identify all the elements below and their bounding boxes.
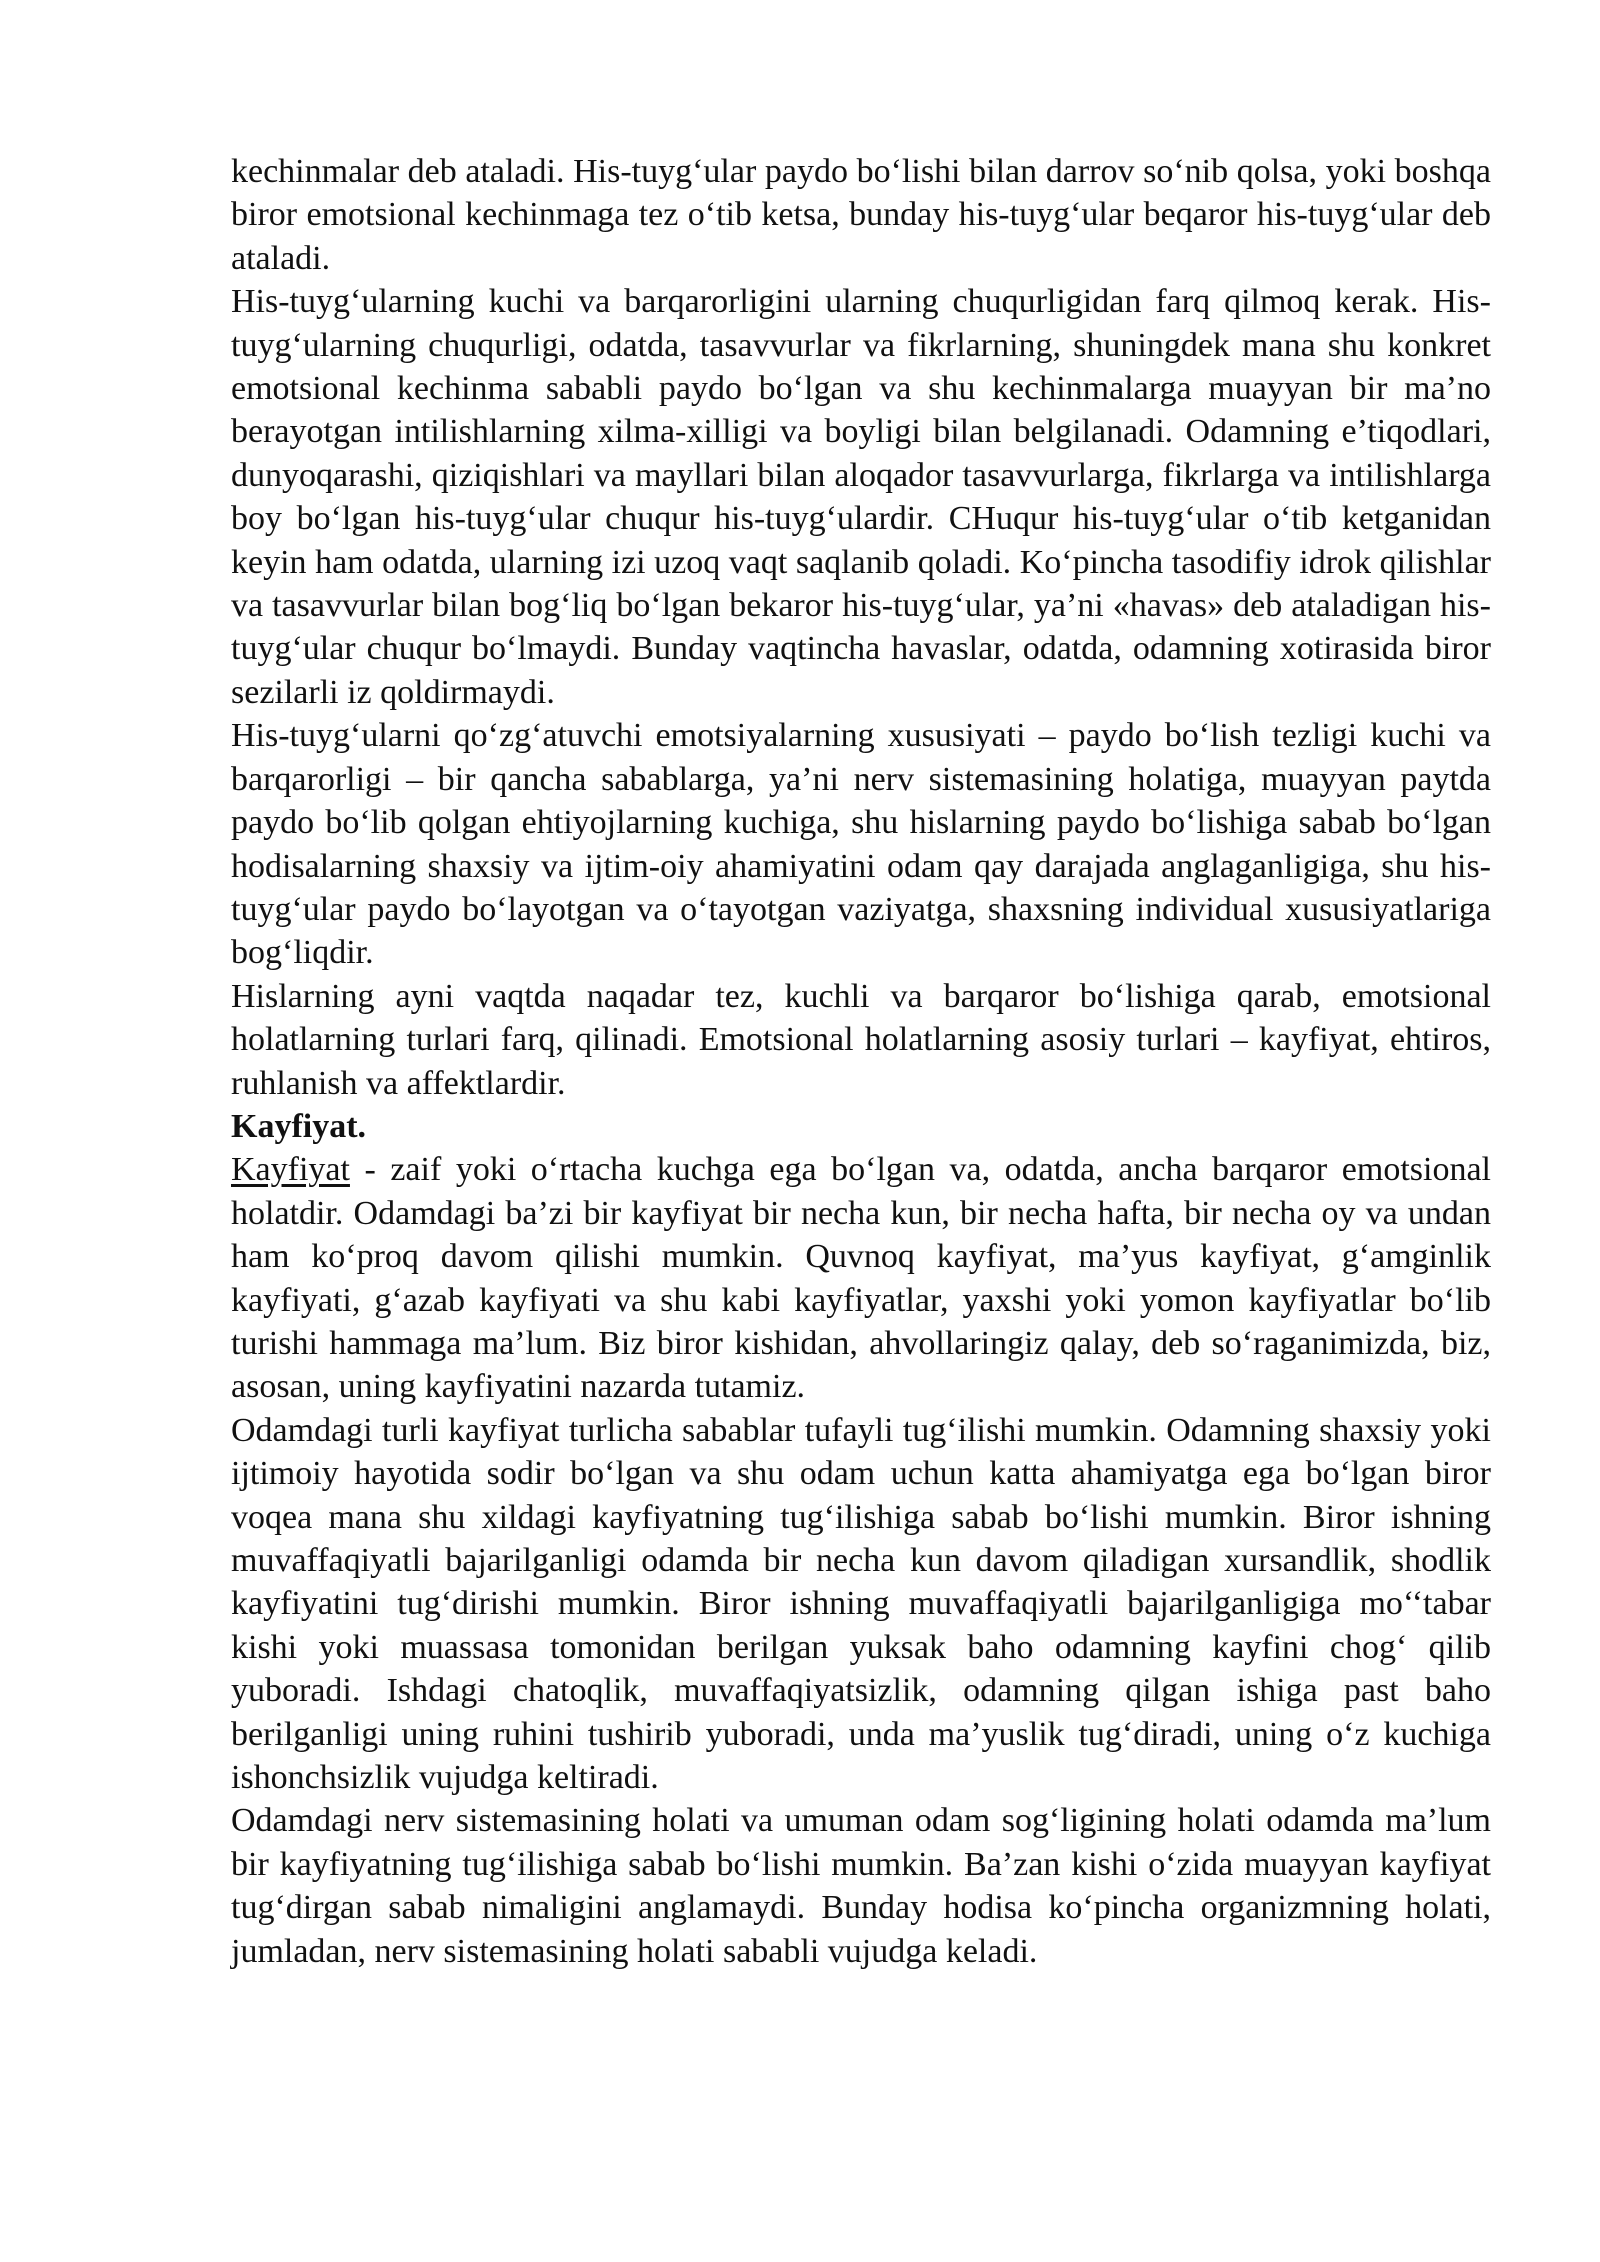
paragraph: Odamdagi turli kayfiyat turlicha sabablar tufayli tug‘ilishi mumkin. Odamning shaxsiy yoki ijtimoiy hayotida sodir bo‘lgan va shu odam uchun katta ahamiyatga ega bo‘lgan biror voqea mana shu xildagi kayfiyatning tug‘ilishiga sabab bo‘lishi mumkin. Biror ishning muvaffaqiyatli bajarilganligi odamda bir necha kun davom qiladigan xursandlik, shodlik kayfiyatini tug‘dirishi mumkin. Biror ishning muvaffaqiyatli bajarilganligiga mo‘‘tabar kishi yoki muassasa tomonidan berilgan yuksak baho odamning kayfini chog‘ qilib yuboradi. Ishdagi chatoqlik, muvaffaqiyatsizlik, odamning qilgan ishiga past baho berilganligi uning ruhini tushirib yuboradi, unda ma’yuslik tug‘diradi, uning o‘z kuchiga ishonchsizlik vujudga keltiradi.	[231, 1411, 1491, 1797]
paragraph: His-tuyg‘ularning kuchi va barqarorligini ularning chuqurligidan farq qilmoq kerak. His-tuyg‘ularning chuqurligi, odatda, tasavvurlar va fikrlarning, shuningdek mana shu konkret emotsional kechinma sababli paydo bo‘lgan va shu kechinmalarga muayyan bir ma’no berayotgan intilishlarning xilma-xilligi va boyligi bilan belgilanadi. Odamning e’tiqodlari, dunyoqarashi, qiziqishlari va mayllari bilan aloqador tasavvurlarga, fikrlarga va intilishlarga boy bo‘lgan his-tuyg‘ular chuqur his-tuyg‘ulardir. CHuqur his-tuyg‘ular o‘tib ketganidan keyin ham odatda, ularning izi uzoq vaqt saqlanib qoladi. Ko‘pincha tasodifiy idrok qilishlar va tasavvurlar bilan bog‘liq bo‘lgan bekaror his-tuyg‘ular, ya’ni «havas» deb ataladigan his-tuyg‘ular chuqur bo‘lmaydi. Bunday vaqtincha havaslar, odatda, odamning xotirasida biror sezilarli iz qoldirmaydi.	[231, 283, 1491, 711]
paragraph: His-tuyg‘ularni qo‘zg‘atuvchi emotsiyalarning xususiyati – paydo bo‘lish tezligi kuchi va barqarorligi – bir qancha sabablarga, ya’ni nerv sistemasining holatiga, muayyan paytda paydo bo‘lib qolgan ehtiyojlarning kuchiga, shu hislarning paydo bo‘lishiga sabab bo‘lgan hodisalarning shaxsiy va ijtim-oiy ahamiyatini odam qay darajada anglaganligiga, shu his-tuyg‘ular paydo bo‘layotgan va o‘tayotgan vaziyatga, shaxsning individual xususiyatlariga bog‘liqdir.	[231, 717, 1491, 972]
definition-paragraph	[231, 1148, 1491, 1408]
section-heading: Kayfiyat.	[231, 1107, 367, 1145]
paragraph: Hislarning ayni vaqtda naqadar tez, kuchli va barqaror bo‘lishiga qarab, emotsional holatlarning turlari farq, qilinadi. Emotsional holatlarning asosiy turlari – kayfiyat, ehtiros, ruhlanish va affektlardir.	[231, 977, 1491, 1102]
document-page	[231, 150, 1491, 1973]
definition-text: - zaif yoki o‘rtacha kuchga ega bo‘lgan va, odatda, ancha barqaror emotsional holatdir. Odamdagi ba’zi bir kayfiyat bir necha kun, bir necha hafta, bir necha oy va undan ham ko‘proq davom qilishi mumkin. Quvnoq kayfiyat, ma’yus kayfiyat, g‘amginlik kayfiyati, g‘azab kayfiyati va shu kabi kayfiyatlar, yaxshi yoki yomon kayfiyatlar bo‘lib turishi hammaga ma’lum. Biz biror kishidan, ahvollaringiz qalay, deb so‘raganimizda, biz, asosan, uning kayfiyatini nazarda tutamiz.	[231, 1151, 1491, 1406]
defined-term: Kayfiyat	[231, 1151, 350, 1189]
paragraph: Odamdagi nerv sistemasining holati va umuman odam sog‘ligining holati odamda ma’lum bir kayfiyatning tug‘ilishiga sabab bo‘lishi mumkin. Ba’zan kishi o‘zida muayyan kayfiyat tug‘dirgan sabab nimaligini anglamaydi. Bunday hodisa ko‘pincha organizmning holati, jumladan, nerv sistemasining holati sababli vujudga keladi.	[231, 1802, 1491, 1970]
paragraph: kechinmalar deb ataladi. His-tuyg‘ular paydo bo‘lishi bilan darrov so‘nib qolsa, yoki boshqa biror emotsional kechinmaga tez o‘tib ketsa, bunday his-tuyg‘ular beqaror his-tuyg‘ular deb ataladi.	[231, 153, 1491, 277]
